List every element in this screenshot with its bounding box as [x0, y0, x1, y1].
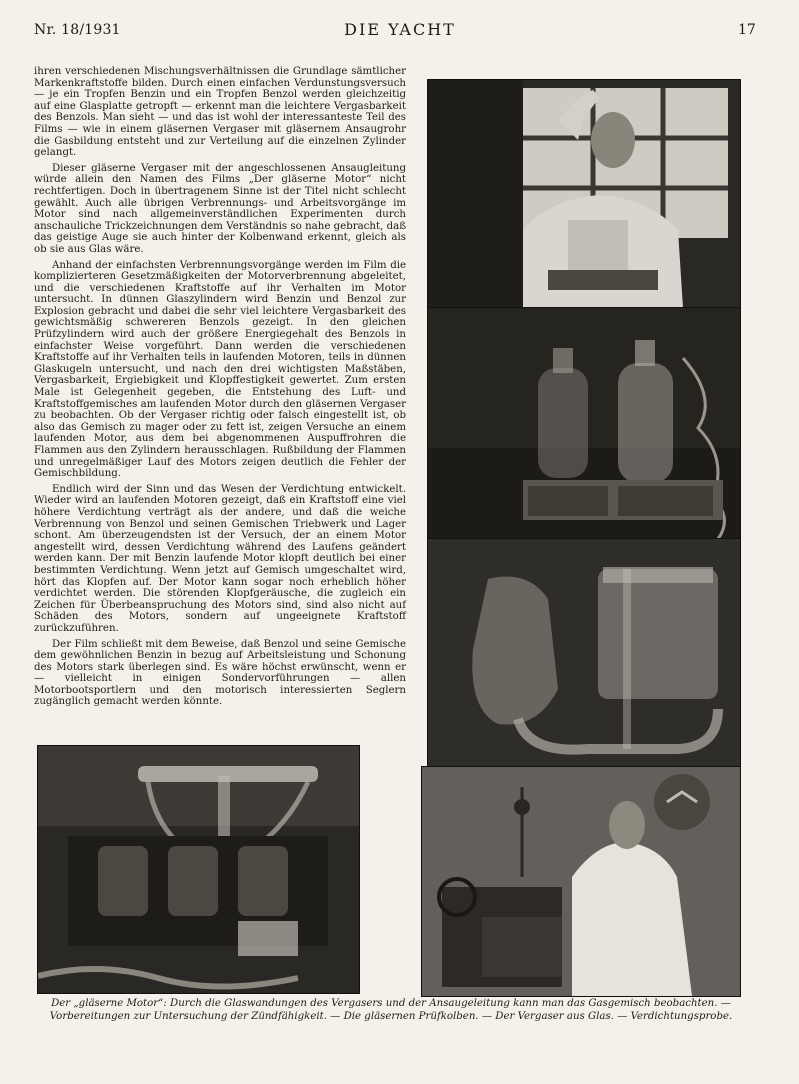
magazine-title: DIE YACHT	[344, 20, 456, 39]
paragraph-1: ihren verschiedenen Mischungsverhältnissen die Grundlage sämtlicher Markenkraftstoffe bilden. Durch einen einfachen Verdunstungsversuch — je ein Tropfen Benzin und ein Tropfen Benzol werden gleichzeitig auf eine Glasplatte getropft — erkennt man die leichtere Vergasbarkeit des Benzols. Man sieht — und das ist wohl der interessanteste Teil des Films — wie in einem gläsernen Vergaser mit gläsernem Ansaugrohr die Gasbildung entsteht und zur Verteilung auf die einzelnen Zylinder gelangt.	[34, 66, 406, 159]
paragraph-4: Endlich wird der Sinn und das Wesen der Verdichtung entwickelt. Wieder wird an laufenden Motoren gezeigt, daß ein Kraftstoff eine viel höhere Verdichtung verträgt als der andere, und daß die weiche Verbrennung von Benzol und seinen Gemischen Triebwerk und Lager schont. Am überzeugendsten ist der Versuch, der an einem Motor angestellt wird, dessen Verdichtung während des Laufens geändert werden kann. Der mit Benzin laufende Motor klopft deutlich bei einer bestimmten Verdichtung. Wenn jetzt auf Gemisch umgeschaltet wird, hört das Klopfen auf. Der Motor kann sogar noch erheblich höher verdichtet werden. Die störenden Klopfgeräusche, die zugleich ein Zeichen für Überbeanspruchung des Motors sind, sind also nicht auf Schäden des Motors, sondern auf ungeeignete Kraftstoff zurückzuführen.	[34, 483, 406, 634]
photo-compression-test	[421, 766, 741, 997]
page-number: 17	[738, 22, 756, 38]
issue-number: Nr. 18/1931	[34, 22, 121, 38]
photo-glass-test-flasks	[427, 307, 741, 540]
paragraph-2: Dieser gläserne Vergaser mit der angeschlossenen Ansaugleitung würde allein den Namen des Films „Der gläserne Motor“ nicht rechtfertigen. Doch in übertragenem Sinne ist der Titel nicht schlecht gewählt. Auch alle übrigen Verbrennungs- und Arbeitsvorgänge im Motor sind nach allgemeinverständlichen Experimenten durch anschauliche Trickzeichnungen dem Verständnis so nahe gebracht, daß das geistige Auge sie auch hinter der Kolbenwand erkennt, gleich als ob sie aus Glas wäre.	[34, 162, 406, 255]
photo-glass-engine	[37, 745, 360, 994]
article-text	[34, 66, 406, 712]
photo-glass-carburettor	[427, 538, 741, 768]
paragraph-5: Der Film schließt mit dem Beweise, daß Benzol und seine Gemische dem gewöhnlichen Benzin in bezug auf Arbeitsleistung und Schonung des Motors stark überlegen sind. Es wäre höchst erwünscht, wenn er — vielleicht in einigen Sondervorführungen — allen Motorbootsportlern und den motorisch interessierten Seglern zugänglich gemacht werden könnte.	[34, 638, 406, 708]
photo-caption: Der „gläserne Motor“: Durch die Glaswandungen des Vergasers und der Ansaugeleitung kann man das Gasgemisch beobachten. — Vorbereitungen zur Untersuchung der Zündfähigkeit. — Die gläsernen Prüfkolben. — Der Vergaser aus Glas. — Verdichtungsprobe.	[49, 998, 733, 1022]
paragraph-3: Anhand der einfachsten Verbrennungsvorgänge werden im Film die komplizierteren Gesetzmäßigkeiten der Motorverbrennung abgeleitet, und die verschiedenen Kraftstoffe auf ihr Verhalten im Motor untersucht. In dünnen Glaszylindern wird Benzin und Benzol zur Explosion gebracht und dabei die sehr viel leichtere Vergasbarkeit des gewichtsmäßig schwereren Benzols gezeigt. In den gleichen Prüfzylindern wird auch der größere Energiegehalt des Benzols in einfachster Weise vorgeführt. Dann werden die verschiedenen Kraftstoffe auf ihr Verhalten teils in laufenden Motoren, teils in dünnen Glaskugeln untersucht, und nach den drei wichtigsten Maßstäben, Vergasbarkeit, Ergiebigkeit und Klopffestigkeit gewertet. Zum ersten Male ist Gelegenheit gegeben, die Entstehung des Luft- und Kraftstoffgemisches am laufenden Motor durch den gläsernen Vergaser zu beobachten. Ob der Vergaser richtig oder falsch eingestellt ist, ob also das Gemisch zu mager oder zu fett ist, zeigen Versuche an einem laufenden Motor, aus dem bei abgenommenen Auspuffrohren die Flammen aus den Zylindern herausschlagen. Rußbildung der Flammen und unregelmäßiger Lauf des Motors zeigen deutlich die Fehler der Gemischbildung.	[34, 259, 406, 480]
photo-ignition-test-preparation	[427, 79, 741, 309]
